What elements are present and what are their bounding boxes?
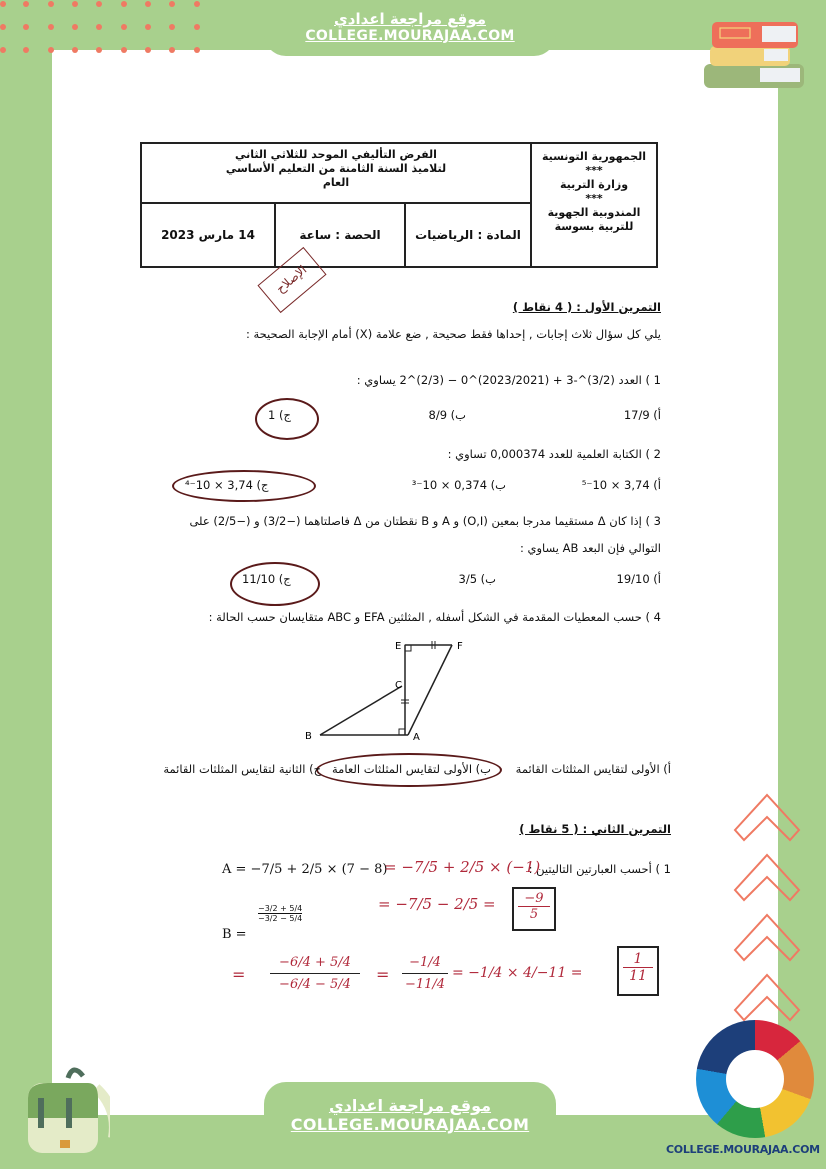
site-name-arabic: موقع مراجعة اعدادي [334, 10, 486, 28]
q1-option-c: ج) 1 [268, 408, 291, 422]
B-result-numerator: 1 [623, 951, 653, 968]
expression-B-complex-fraction: −3/2 + 5/4 −3/2 − 5/4 [258, 904, 303, 923]
site-name-arabic: موقع مراجعة اعدادي [328, 1096, 492, 1115]
ministry-label: وزارة التربية [559, 178, 629, 191]
q1-option-a: أ) 17/9 [623, 408, 661, 422]
q2-option-c: ج) 3,74 × 10⁻⁴ [185, 478, 269, 492]
B-result-box [617, 946, 659, 996]
vertex-label-F: F [457, 641, 463, 652]
A-step1: = −7/5 + 2/5 × (−1) [384, 858, 541, 876]
site-banner-top[interactable] [264, 0, 556, 56]
site-logo-wheel-icon[interactable] [696, 1020, 814, 1138]
q2-text: 2 ) الكتابة العلمية للعدد 0,000374 تساوي : [447, 447, 661, 461]
B-step2-denominator: −11/4 [404, 977, 446, 992]
q4-option-a: أ) الأولى لتقايس المثلثات القائمة [515, 762, 671, 776]
exercise2-q1: 1 ) أحسب العبارتين التاليتين : [528, 862, 671, 876]
chevron-up-decoration-icon [732, 790, 802, 1030]
separator-stars: *** [585, 164, 603, 177]
q3-option-b: ب) 3/5 [458, 572, 496, 586]
A-result-box [512, 887, 556, 931]
B-result-denominator: 11 [629, 968, 647, 984]
A-result-numerator: −9 [518, 891, 550, 907]
exam-title-line3: العام [322, 176, 350, 189]
q1-option-b: ب) 8/9 [428, 408, 466, 422]
logo-site-url[interactable]: COLLEGE.MOURAJAA.COM [666, 1143, 820, 1156]
header-institution [530, 144, 656, 266]
vertex-label-A: A [413, 732, 420, 743]
q4-option-b: ب) الأولى لتقايس المثلثات العامة [332, 762, 491, 776]
exam-title-line2: لتلاميذ السنة الثامنة من التعليم الأساسي [225, 162, 447, 175]
books-stack-icon [700, 12, 810, 92]
q4-text: 4 ) حسب المعطيات المقدمة في الشكل أسفله , المثلثين EFA و ABC متقايسان حسب الحالة : [208, 610, 661, 624]
backpack-icon [18, 1058, 110, 1158]
vertex-label-C: C [395, 680, 402, 691]
equals-sign: = [376, 965, 390, 984]
B-step2-fraction [402, 955, 448, 992]
triangles-figure [300, 632, 500, 747]
vertex-label-B: B [305, 731, 312, 742]
delegation-label: المندوبية الجهوية للتربية بسوسة [547, 206, 641, 233]
B-step2-numerator: −1/4 [409, 955, 441, 970]
separator-stars: *** [585, 192, 603, 205]
expression-B-label: B = [222, 927, 247, 942]
date-cell: 14 مارس 2023 [161, 228, 255, 242]
exam-header-table [140, 142, 658, 268]
republic-label: الجمهورية التونسية [541, 150, 647, 163]
B-step3: = −1/4 × 4/−11 = [452, 965, 583, 981]
q2-option-a: أ) 3,74 × 10⁻⁵ [581, 478, 661, 492]
subject-cell: المادة : الرياضيات [404, 204, 530, 266]
A-step2: = −7/5 − 2/5 = [378, 895, 496, 913]
correction-stamp: الإصلاح [257, 247, 326, 313]
site-url[interactable]: COLLEGE.MOURAJAA.COM [290, 1115, 530, 1134]
B-step1-denominator: −6/4 − 5/4 [279, 977, 351, 992]
q3-option-c: ج) 11/10 [242, 572, 291, 586]
q1-text: 1 ) العدد (3/2)^-3 + (2023/2021)^0 − (2/3)^2 يساوي : [356, 373, 661, 387]
exercise1-instruction: يلي كل سؤال ثلاث إجابات , إحداها فقط صحيحة , ضع علامة (X) أمام الإجابة الصحيحة : [245, 327, 661, 341]
duration-cell: الحصة : ساعة [274, 204, 404, 266]
site-banner-bottom[interactable] [264, 1082, 556, 1169]
q3-text-line2: التوالي فإن البعد AB يساوي : [519, 541, 661, 555]
exam-title-line1: الفرض التأليفي الموحد للثلاثي الثاني [235, 148, 437, 161]
q3-option-a: أ) 19/10 [616, 572, 661, 586]
exercise1-title: التمرين الأول : ( 4 نقاط ) [512, 300, 661, 314]
exam-title [142, 144, 530, 204]
B-step1-numerator: −6/4 + 5/4 [279, 955, 351, 970]
equals-sign: = [232, 965, 246, 984]
site-url[interactable]: COLLEGE.MOURAJAA.COM [305, 28, 515, 44]
vertex-label-E: E [395, 641, 402, 652]
q4-option-c: ج) الثانية لتقايس المثلثات القائمة [163, 762, 321, 776]
q2-option-b: ب) 0,374 × 10⁻³ [411, 478, 506, 492]
q3-text-line1: 3 ) إذا كان Δ مستقيما مدرجا بمعين (O,I) و A و B نقطتان من Δ فاصلتاهما (−3/2) و (−2/5) على [189, 514, 661, 528]
B-step1-fraction [270, 955, 360, 992]
A-result-denominator: 5 [529, 907, 539, 922]
expression-A: A = −7/5 + 2/5 × (7 − 8) [222, 862, 388, 877]
exercise2-title: التمرين الثاني : ( 5 نقاط ) [519, 822, 671, 836]
